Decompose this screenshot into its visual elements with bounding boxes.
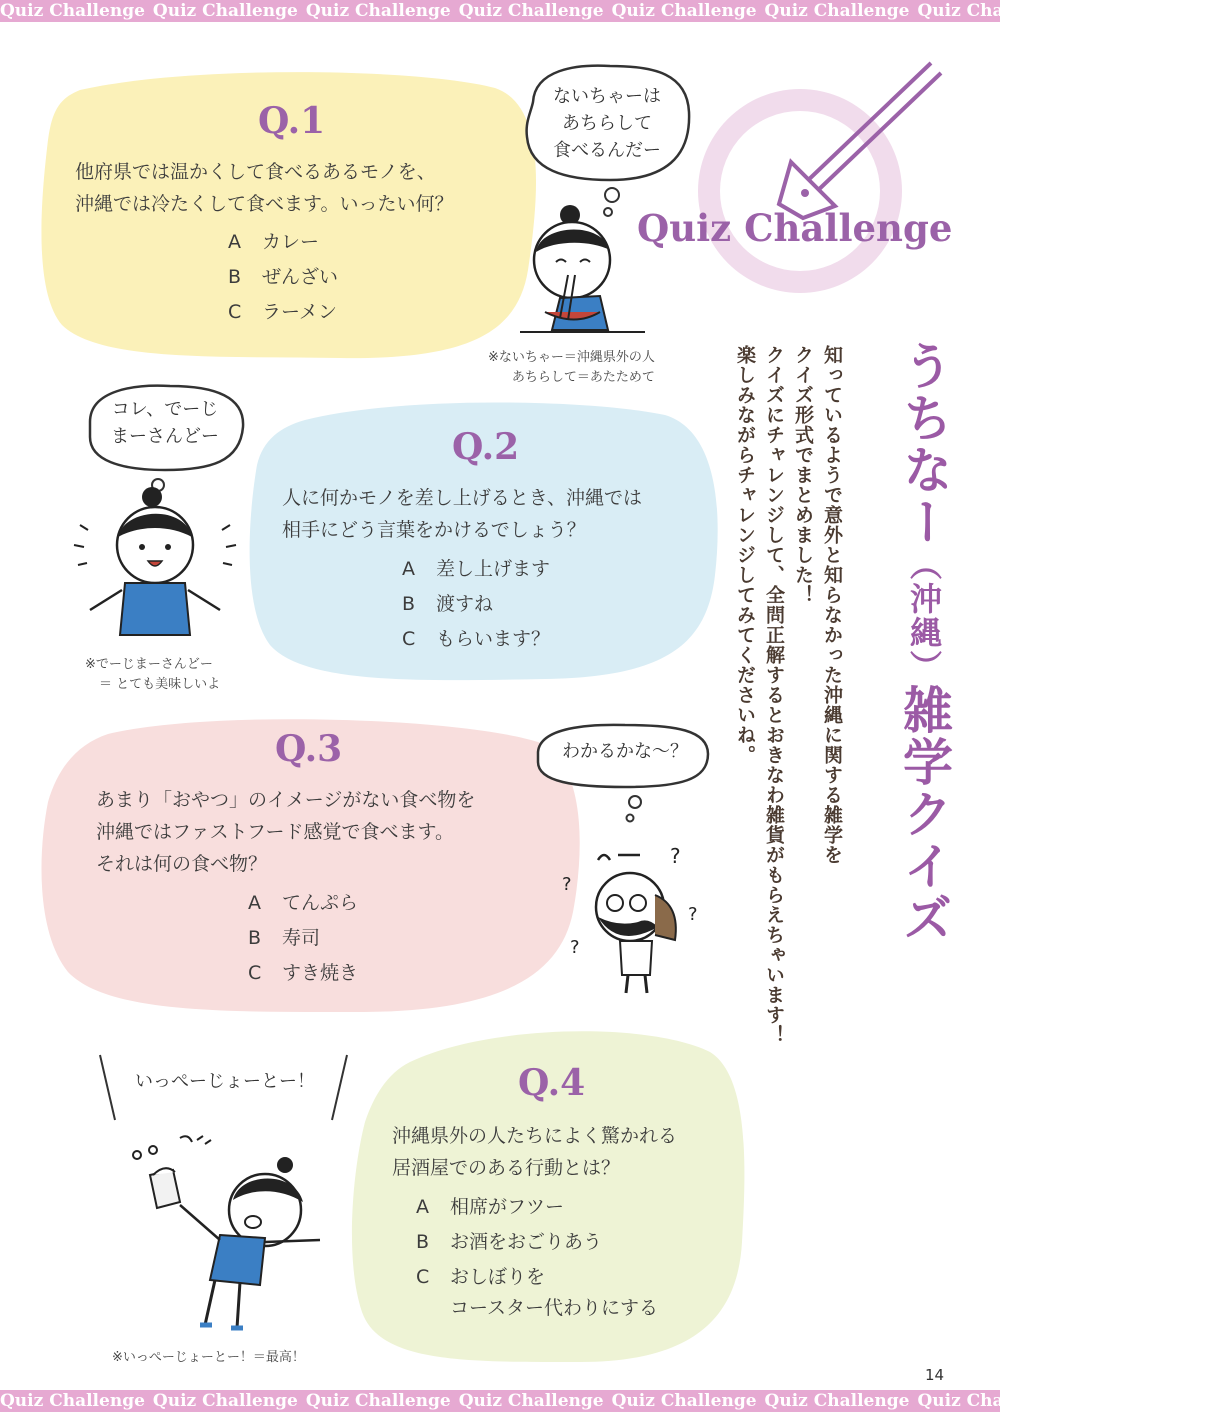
q1-option-a[interactable]: A カレー	[228, 231, 320, 253]
q4-option-a[interactable]: A 相席がフツー	[416, 1196, 565, 1218]
quiz-logo-text: Quiz Challenge	[637, 206, 953, 250]
speech-bubble-1-text: ないちゃーは あちらして 食べるんだー	[553, 86, 661, 161]
character-confused-illustration	[560, 835, 710, 1000]
svg-text:?: ?	[670, 844, 681, 868]
q3-title: Q.3	[275, 728, 343, 770]
intro-text: 知っているようで意外と知らなかった沖縄に関する雑学を クイズ形式でまとめました！ クイズにチャレンジして、全問正解するとおきなわ雑貨がもらえちゃいます！ 楽しみながらチャレンジしてみてくださいね。	[734, 345, 843, 1045]
q4-title: Q.4	[518, 1062, 586, 1104]
q3-option-b[interactable]: B 寿司	[248, 927, 321, 949]
note-4: ※いっぺーじょーとー！＝最高！	[112, 1350, 305, 1365]
footer-band: Quiz Challenge Quiz Challenge Quiz Challenge Quiz Challenge Quiz Challenge Quiz Challenge Quiz Challenge Quiz Challenge	[0, 1391, 1216, 1411]
q4-option-c-line2: コースター代わりにする	[450, 1297, 659, 1319]
speech-bubble-3-text: わかるかな～？	[562, 741, 688, 762]
q2-option-c[interactable]: C もらいます？	[402, 628, 551, 650]
q3-option-a[interactable]: A てんぷら	[248, 892, 359, 914]
q2-options	[402, 552, 550, 657]
q1-option-b[interactable]: B ぜんざい	[228, 266, 339, 288]
note-1: ※ないちゃー＝沖縄県外の人 あちらして＝あたためて	[488, 350, 655, 385]
character-happy-illustration	[70, 485, 240, 645]
q2-option-a[interactable]: A 差し上げます	[402, 558, 551, 580]
q4-options	[416, 1190, 658, 1321]
speech-bubble-2-text: コレ、でーじ まーさんどー	[111, 399, 219, 447]
q2-title: Q.2	[452, 426, 520, 468]
q3-text: あまり「おやつ」のイメージがない食べ物を 沖縄ではファストフード感覚で食べます。 それは何の食べ物？	[96, 789, 476, 875]
header-band: Quiz Challenge Quiz Challenge Quiz Challenge Quiz Challenge Quiz Challenge Quiz Challenge Quiz Challenge Quiz Challenge	[0, 1, 1216, 21]
q4-option-c[interactable]: C おしぼりを	[416, 1266, 546, 1288]
page-title: うちなー（沖縄）雑学クイズ	[895, 340, 953, 944]
speech-bubble-4-text: いっぺーじょーとー！	[135, 1071, 315, 1092]
svg-text:?: ?	[562, 874, 572, 895]
q1-title: Q.1	[258, 100, 326, 142]
character-eating-illustration	[520, 200, 650, 340]
character-cheers-illustration	[125, 1130, 345, 1340]
page-number: 14	[925, 1366, 945, 1384]
q3-options	[248, 886, 358, 991]
q4-text: 沖縄県外の人たちによく驚かれる 居酒屋でのある行動とは？	[392, 1125, 678, 1179]
q1-options	[228, 225, 338, 330]
quiz-logo-circle	[695, 88, 945, 298]
q2-text: 人に何かモノを差し上げるとき、沖縄では 相手にどう言葉をかけるでしょう？	[282, 487, 643, 541]
q1-text: 他府県では温かくして食べるあるモノを、 沖縄では冷たくして食べます。いったい何？	[75, 161, 454, 215]
q3-option-c[interactable]: C すき焼き	[248, 962, 359, 984]
svg-text:?: ?	[570, 937, 580, 958]
q2-option-b[interactable]: B 渡すね	[402, 593, 494, 615]
q1-option-c[interactable]: C ラーメン	[228, 301, 338, 323]
q4-option-b[interactable]: B お酒をおごりあう	[416, 1231, 603, 1253]
svg-text:?: ?	[688, 904, 698, 925]
note-2: ※でーじまーさんどー ＝ とても美味しいよ	[85, 657, 221, 692]
